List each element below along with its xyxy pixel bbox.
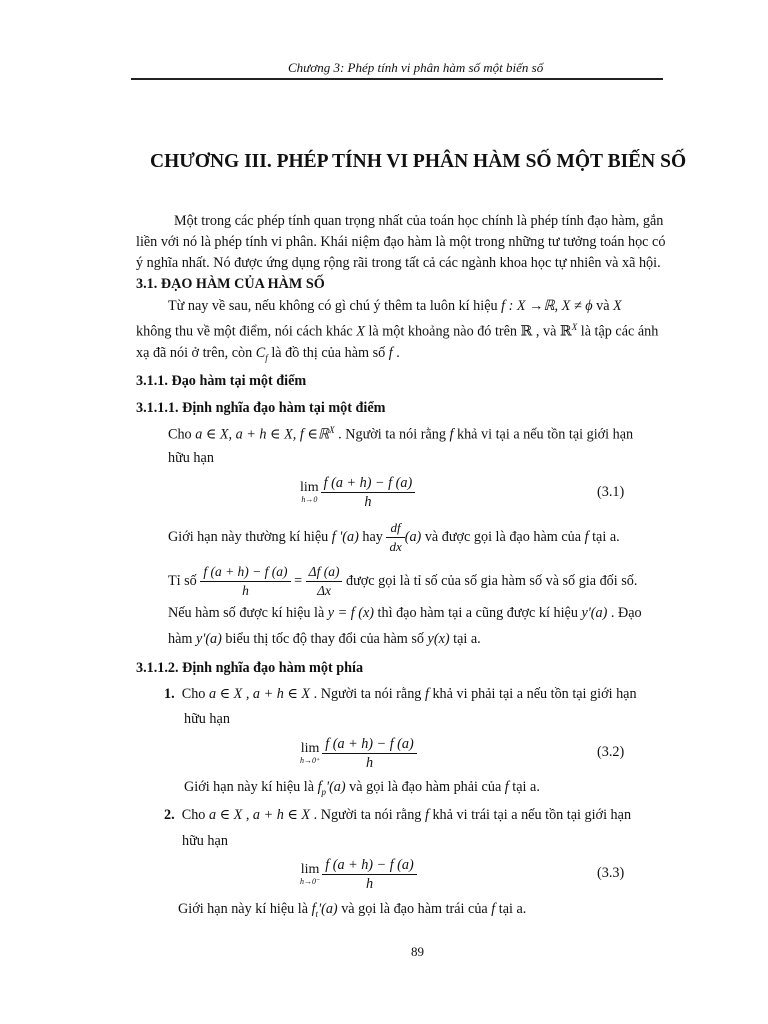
denominator: dx (389, 539, 402, 554)
text: Cho (168, 426, 196, 443)
text: hay (358, 528, 387, 545)
equation-3-1 (300, 474, 415, 511)
numerator: f (a + h) − f (a) (200, 563, 290, 582)
s3112-item-1-line-1 (164, 686, 637, 703)
numerator: f (a + h) − f (a) (321, 474, 416, 493)
text: và gọi là đạo hàm phải của (345, 779, 505, 795)
text: . Người ta nói rằng (310, 686, 425, 702)
text: tại a. (508, 779, 540, 795)
section-heading-3-1-1: 3.1.1. Đạo hàm tại một điểm (136, 373, 307, 389)
intro-line-2: liền với nó là phép tính vi phân. Khái niệm đạo hàm là một trong những tư tưởng toán học có (136, 234, 666, 250)
s3111-line-6 (168, 631, 481, 648)
numerator: Δf (a) (306, 563, 343, 582)
numerator: f (a + h) − f (a) (322, 735, 417, 754)
math-f: f (491, 901, 496, 917)
s3112-item-1-line-3 (184, 779, 540, 797)
text: . Người ta nói rằng (334, 426, 450, 443)
equation-label-3-1: (3.1) (597, 484, 625, 500)
denominator: h (365, 755, 374, 771)
fraction (322, 856, 417, 893)
math-condition: a ∈ X , a + h ∈ X (208, 807, 311, 823)
fraction-ratio (200, 563, 290, 600)
math-yx: y(x) (427, 631, 450, 647)
equals-sign: = (294, 572, 303, 589)
text: biểu thị tốc độ thay đổi của hàm số (221, 631, 428, 647)
s3112-item-2-line-3 (178, 901, 526, 919)
intro-line-3: ý nghĩa nhất. Nó được ứng dụng rộng rãi trong tất cả các ngành khoa học tự nhiên và xã hội. (136, 255, 661, 271)
equation-label-3-3: (3.3) (597, 865, 625, 881)
section-heading-3-1-1-1: 3.1.1.1. Định nghĩa đạo hàm tại một điểm (136, 400, 386, 416)
math-condition: a ∈ X, a + h ∈ X, f ∈ℝ (195, 426, 330, 443)
math-prime-a: '(a) (326, 779, 346, 795)
lim-text: lim (300, 862, 320, 877)
math-f: f (584, 528, 589, 545)
math-yprime: y'(a) (195, 631, 222, 647)
math-f: f (504, 779, 509, 795)
text: không thu về một điểm, nói cách khác (136, 323, 357, 340)
math-C: C (255, 345, 266, 361)
math-yprime: y'(a) (581, 605, 608, 621)
equation-3-3 (300, 856, 417, 893)
math-prime-a: '(a) (318, 901, 338, 917)
list-number: 1. (164, 686, 175, 702)
text: . Đạo (607, 605, 642, 621)
numerator: f (a + h) − f (a) (322, 856, 417, 875)
text: khả vi trái tại a nếu tồn tại giới hạn (428, 807, 632, 823)
text: Giới hạn này thường kí hiệu (168, 528, 332, 545)
s31-line-1 (168, 298, 622, 315)
text: tại a. (495, 901, 527, 917)
limit-operator (300, 863, 320, 886)
lim-subscript: h→0 (301, 495, 318, 504)
text: Nếu hàm số được kí hiệu là (168, 605, 328, 621)
math-y-eq-fx: y = f (x) (327, 605, 374, 621)
s3111-line-3 (168, 519, 620, 556)
math-sup: X (571, 322, 578, 332)
s3111-line-4 (168, 563, 637, 600)
text: Từ nay về sau, nếu không có gì chú ý thêm ta luôn kí hiệu (168, 298, 502, 314)
text: là đồ thị của hàm số (267, 345, 389, 361)
page-number: 89 (411, 944, 424, 959)
s3111-line-1 (168, 425, 633, 444)
denominator: h (364, 494, 372, 510)
section-heading-3-1: 3.1. ĐẠO HÀM CỦA HÀM SỐ (136, 276, 325, 292)
limit-operator (300, 742, 320, 765)
section-heading-3-1-1-2: 3.1.1.2. Định nghĩa đạo hàm một phía (136, 660, 364, 676)
text: khả vi tại a nếu tồn tại giới hạn (453, 426, 634, 443)
math-a: (a) (404, 528, 422, 545)
chapter-title: CHƯƠNG III. PHÉP TÍNH VI PHÂN HÀM SỐ MỘT BIẾN SỐ (150, 151, 687, 172)
text: và gọi là đạo hàm trái của (337, 901, 492, 917)
lim-text: lim (300, 741, 320, 756)
text: tại a. (588, 528, 620, 545)
list-number: 2. (164, 807, 175, 823)
text: được gọi là tỉ số của số gia hàm số và số gia đối số. (342, 572, 638, 589)
fraction-df-dx (386, 519, 404, 556)
numerator: df (386, 519, 404, 538)
text: và được gọi là đạo hàm của (421, 528, 585, 545)
math-sup: X (329, 425, 335, 435)
lim-subscript: h→0⁻ (300, 877, 321, 886)
s31-line-2 (136, 322, 658, 341)
fraction (322, 735, 417, 772)
text: tại a. (449, 631, 481, 647)
intro-line-1: Một trong các phép tính quan trọng nhất của toán học chính là phép tính đạo hàm, gắn (174, 213, 664, 229)
math-sub: p (321, 786, 327, 797)
equation-3-2 (300, 735, 417, 772)
math-sub: t (315, 908, 319, 919)
math-f: f (311, 901, 316, 917)
equation-label-3-2: (3.2) (597, 744, 625, 760)
math-f: f (449, 426, 454, 443)
math-X: X (356, 323, 365, 340)
denominator: Δx (317, 583, 332, 598)
text: thì đạo hàm tại a cũng được kí hiệu (374, 605, 582, 621)
math-X: X (613, 298, 622, 314)
text: là tập các ánh (577, 323, 659, 340)
running-header: Chương 3: Phép tính vi phân hàm số một biến số (288, 60, 544, 75)
text: Tỉ số (168, 572, 201, 589)
s31-line-3 (136, 345, 400, 363)
s3112-item-1-line-2: hữu hạn (184, 711, 230, 727)
fraction-delta (306, 563, 343, 600)
header-rule (131, 78, 663, 80)
text: Giới hạn này kí hiệu là (184, 779, 318, 795)
text: Cho (181, 686, 209, 702)
fraction (321, 474, 416, 511)
denominator: h (365, 876, 374, 892)
text: khả vi phải tại a nếu tồn tại giới hạn (428, 686, 637, 702)
text: xạ đã nói ở trên, còn (136, 345, 256, 361)
math-fprime: f '(a) (331, 528, 359, 545)
denominator: h (242, 583, 249, 598)
s3111-line-2: hữu hạn (168, 450, 214, 466)
math-f: f (424, 686, 429, 702)
limit-operator (300, 481, 319, 504)
lim-subscript: h→0⁺ (300, 756, 321, 765)
s3112-item-2-line-1 (164, 807, 631, 824)
text: . (392, 345, 400, 361)
math-f: f (424, 807, 429, 823)
text: là một khoảng nào đó trên ℝ , và ℝ (364, 323, 572, 340)
math-condition: a ∈ X , a + h ∈ X (208, 686, 311, 702)
math-sub: f (265, 352, 268, 363)
lim-text: lim (300, 480, 319, 495)
math-f: f (388, 345, 393, 361)
text: Giới hạn này kí hiệu là (178, 901, 312, 917)
text: Cho (181, 807, 209, 823)
math-f: f (317, 779, 322, 795)
text: và (592, 298, 614, 314)
s3111-line-5 (168, 605, 642, 622)
text: hàm (168, 631, 196, 647)
math-mapping: f : X →ℝ, X ≠ ϕ (501, 298, 593, 314)
s3112-item-2-line-2: hữu hạn (182, 833, 228, 849)
text: . Người ta nói rằng (310, 807, 425, 823)
